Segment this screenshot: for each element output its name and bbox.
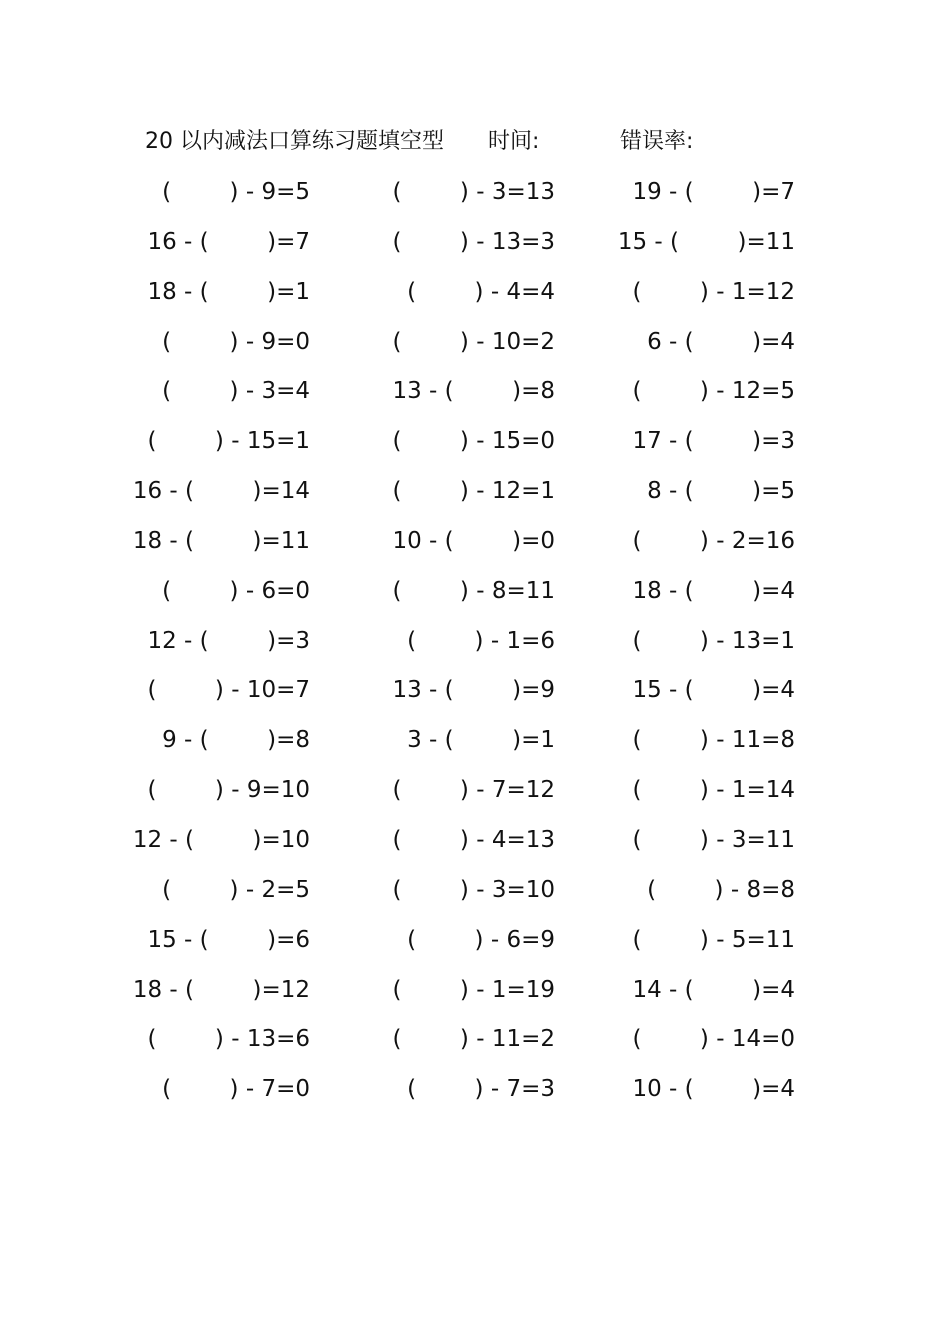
problem-cell	[630, 425, 795, 457]
problem-cell	[145, 674, 310, 706]
problem-text: ( ) - 6=0	[162, 577, 310, 604]
problem-cell	[390, 924, 555, 956]
problem-cell	[145, 575, 310, 607]
problem-cell	[390, 176, 555, 208]
problem-cell	[630, 924, 795, 956]
problem-row	[0, 625, 950, 675]
problem-cell	[390, 874, 555, 906]
problem-cell	[390, 724, 555, 756]
problem-text: 9 - ( )=8	[162, 727, 310, 754]
problem-text: 10 - ( )=0	[392, 527, 555, 554]
problem-cell	[145, 276, 310, 308]
problem-cell	[630, 625, 795, 657]
problem-cell	[390, 525, 555, 557]
problem-text: ( ) - 15=1	[147, 428, 310, 455]
problem-cell	[630, 475, 795, 507]
problem-text: ( ) - 7=0	[162, 1076, 310, 1103]
problem-text: ( ) - 3=13	[392, 179, 555, 205]
problem-text: ( ) - 7=3	[407, 1076, 555, 1103]
problem-text: 3 - ( )=1	[407, 727, 555, 754]
problem-text: 16 - ( )=7	[147, 228, 310, 255]
problem-text: ( ) - 1=14	[632, 777, 795, 804]
problem-cell	[145, 874, 310, 906]
problem-text: ( ) - 2=5	[162, 876, 310, 903]
problem-cell	[145, 1023, 310, 1055]
problem-cell	[630, 525, 795, 557]
problem-text: ( ) - 1=19	[392, 976, 555, 1003]
problem-cell	[390, 774, 555, 806]
problem-row	[0, 774, 950, 824]
problem-text: ( ) - 3=10	[392, 876, 555, 903]
problem-text: 18 - ( )=1	[147, 278, 310, 305]
problem-text: 6 - ( )=4	[647, 328, 795, 355]
problem-text: ( ) - 15=0	[392, 428, 555, 455]
problem-cell	[145, 226, 310, 258]
problem-text: 10 - ( )=4	[632, 1076, 795, 1103]
problem-text: ( ) - 13=3	[392, 228, 555, 255]
problem-row	[0, 824, 950, 874]
problem-text: ( ) - 4=13	[392, 826, 555, 853]
problem-cell	[630, 326, 795, 358]
problem-row	[0, 425, 950, 475]
problem-text: 12 - ( )=10	[132, 826, 310, 853]
problem-cell	[630, 375, 795, 407]
problem-text: ( ) - 12=5	[632, 378, 795, 405]
problem-cell	[630, 724, 795, 756]
error-rate-label: 错误率:	[620, 129, 694, 154]
problem-text: 16 - ( )=14	[132, 478, 310, 505]
problem-cell	[390, 824, 555, 856]
problem-text: ( ) - 10=2	[392, 328, 555, 355]
problem-text: ( ) - 4=4	[407, 278, 555, 305]
problem-row	[0, 475, 950, 525]
problem-cell	[390, 674, 555, 706]
problem-row	[0, 1023, 950, 1073]
problem-text: ( ) - 10=7	[147, 677, 310, 704]
problem-text: ( ) - 9=5	[162, 179, 310, 205]
problem-row	[0, 375, 950, 425]
problem-cell	[390, 475, 555, 507]
problem-text: ( ) - 3=4	[162, 378, 310, 405]
problem-cell	[132, 824, 310, 856]
problem-text: ( ) - 2=16	[632, 527, 795, 554]
problem-cell	[390, 375, 555, 407]
problem-text: 18 - ( )=11	[132, 527, 310, 554]
problem-text: 19 - ( )=7	[632, 179, 795, 205]
problem-cell	[390, 1073, 555, 1105]
problem-text: 15 - ( )=6	[147, 926, 310, 953]
problem-text: ( ) - 9=0	[162, 328, 310, 355]
problem-text: ( ) - 1=12	[632, 278, 795, 305]
problem-row	[0, 874, 950, 924]
worksheet-title: 20 以内减法口算练习题填空型	[145, 129, 444, 154]
problem-row	[0, 575, 950, 625]
problem-row	[0, 974, 950, 1024]
problem-cell	[145, 724, 310, 756]
problem-cell	[132, 974, 310, 1006]
problem-text: ( ) - 5=11	[632, 926, 795, 953]
problem-text: ( ) - 11=2	[392, 1026, 555, 1053]
problem-cell	[145, 774, 310, 806]
problem-cell	[390, 1023, 555, 1055]
problem-text: ( ) - 13=1	[632, 627, 795, 654]
problem-text: 15 - ( )=11	[617, 228, 795, 255]
problem-text: ( ) - 8=8	[647, 876, 795, 903]
problem-cell	[145, 924, 310, 956]
problem-cell	[630, 575, 795, 607]
problem-text: 18 - ( )=4	[632, 577, 795, 604]
problem-cell	[630, 1023, 795, 1055]
problem-cell	[390, 575, 555, 607]
problem-cell	[630, 874, 795, 906]
problem-text: ( ) - 12=1	[392, 478, 555, 505]
problem-cell	[630, 276, 795, 308]
problem-cell	[145, 375, 310, 407]
problem-row	[0, 226, 950, 276]
problem-cell	[630, 1073, 795, 1105]
problem-row	[0, 276, 950, 326]
problem-text: ( ) - 9=10	[147, 777, 310, 804]
problem-text: 18 - ( )=12	[132, 976, 310, 1003]
time-label: 时间:	[488, 129, 540, 154]
problem-grid	[0, 176, 950, 1123]
problem-cell	[132, 475, 310, 507]
problem-row	[0, 326, 950, 376]
problem-cell	[145, 1073, 310, 1105]
problem-text: ( ) - 8=11	[392, 577, 555, 604]
problem-row	[0, 674, 950, 724]
problem-text: 13 - ( )=8	[392, 378, 555, 405]
problem-text: 12 - ( )=3	[147, 627, 310, 654]
problem-cell	[132, 525, 310, 557]
problem-cell	[145, 425, 310, 457]
problem-cell	[145, 176, 310, 208]
problem-cell	[390, 326, 555, 358]
problem-text: ( ) - 1=6	[407, 627, 555, 654]
problem-row	[0, 176, 950, 226]
problem-cell	[630, 774, 795, 806]
problem-text: ( ) - 7=12	[392, 777, 555, 804]
problem-text: 13 - ( )=9	[392, 677, 555, 704]
problem-text: 17 - ( )=3	[632, 428, 795, 455]
problem-cell	[630, 674, 795, 706]
problem-text: ( ) - 3=11	[632, 826, 795, 853]
problem-cell	[390, 276, 555, 308]
problem-cell	[145, 625, 310, 657]
problem-cell	[145, 326, 310, 358]
problem-row	[0, 1073, 950, 1123]
problem-text: ( ) - 11=8	[632, 727, 795, 754]
problem-text: 15 - ( )=4	[632, 677, 795, 704]
problem-text: ( ) - 6=9	[407, 926, 555, 953]
problem-row	[0, 924, 950, 974]
problem-cell	[390, 974, 555, 1006]
problem-cell	[617, 226, 795, 258]
problem-cell	[390, 226, 555, 258]
problem-text: ( ) - 13=6	[147, 1026, 310, 1053]
problem-cell	[390, 625, 555, 657]
problem-cell	[630, 176, 795, 208]
problem-cell	[630, 824, 795, 856]
problem-row	[0, 525, 950, 575]
problem-row	[0, 724, 950, 774]
problem-cell	[630, 974, 795, 1006]
problem-text: ( ) - 14=0	[632, 1026, 795, 1053]
worksheet-header	[0, 127, 950, 157]
problem-cell	[390, 425, 555, 457]
problem-text: 14 - ( )=4	[632, 976, 795, 1003]
problem-text: 8 - ( )=5	[647, 478, 795, 505]
